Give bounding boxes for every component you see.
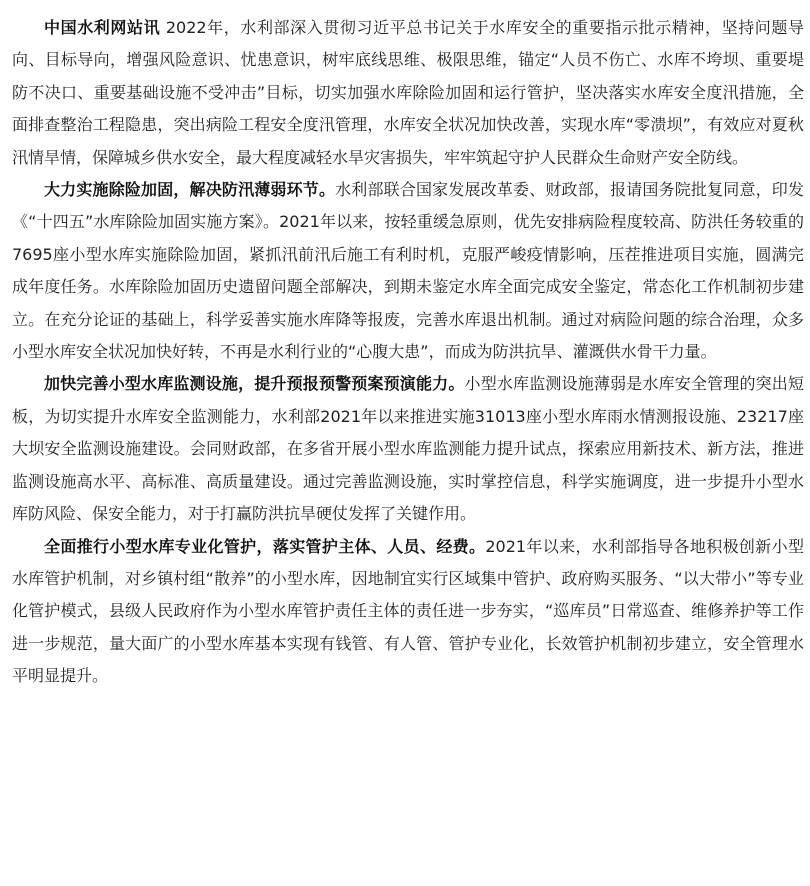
paragraph-reinforcement — [12, 174, 804, 368]
paragraph-text: 2021年以来，水利部指导各地积极创新小型水库管护机制，对乡镇村组“散养”的小型水库，因地制宜实行区域集中管护、政府购买服务、“以大带小”等专业化管护模式，县级人民政府作为小型水库管护责任主体的责任进一步夯实，“巡库员”日常巡查、维修养护等工作进一步规范，量大面广的小型水库基本实现有钱管、有人管、管护专业化，长效管护机制初步建立，安全管理水平明显提升。 — [12, 536, 804, 686]
paragraph-lead: 中国水利网站讯 — [44, 18, 161, 37]
paragraph-lead: 全面推行小型水库专业化管护，落实管护主体、人员、经费。 — [44, 536, 486, 556]
paragraph-text: 小型水库监测设施薄弱是水库安全管理的突出短板，为切实提升水库安全监测能力，水利部2021年以来推进实施31013座小型水库雨水情测报设施、23217座大坝安全监测设施建设。会同财政部，在多省开展小型水库监测能力提升试点，探索应用新技术、新方法，推进监测设施高水平、高标准、高质量建设。通过完善监测设施，实时掌控信息，科学实施调度，进一步提升小型水库防风险、保安全能力，对于打赢防洪抗旱硬仗发挥了关键作用。 — [12, 374, 804, 524]
paragraph-intro — [12, 12, 804, 174]
paragraph-text: 2022年，水利部深入贯彻习近平总书记关于水库安全的重要指示批示精神，坚持问题导向、目标导向，增强风险意识、忧患意识，树牢底线思维、极限思维，锚定“人员不伤亡、水库不垮坝、重要堤防不决口、重要基础设施不受冲击”目标，切实加强水库除险加固和运行管护，坚决落实水库安全度汛措施，全面排查整治工程隐患，突出病险工程安全度汛管理，水库安全状况加快改善，实现水库“零溃坝”，有效应对夏秋汛情旱情，保障城乡供水安全，最大程度减轻水旱灾害损失，牢牢筑起守护人民群众生命财产安全防线。 — [12, 18, 804, 167]
paragraph-management — [12, 531, 804, 693]
paragraph-lead: 加快完善小型水库监测设施，提升预报预警预案预演能力。 — [44, 374, 465, 394]
paragraph-text: 水利部联合国家发展改革委、财政部，报请国务院批复同意，印发《“十四五”水库除险加固实施方案》。2021年以来，按轻重缓急原则，优先安排病险程度较高、防洪任务较重的7695座小型水库实施除险加固，紧抓汛前汛后施工有利时机，克服严峻疫情影响，压茬推进项目实施，圆满完成年度任务。水库除险加固历史遗留问题全部解决，到期未鉴定水库全面完成安全鉴定，常态化工作机制初步建立。在充分论证的基础上，科学妥善实施水库降等报废，完善水库退出机制。通过对病险问题的综合治理，众多小型水库安全状况加快好转，不再是水利行业的“心腹大患”，而成为防洪抗旱、灌溉供水骨干力量。 — [12, 180, 804, 362]
paragraph-monitoring — [12, 368, 804, 530]
paragraph-lead: 大力实施除险加固，解决防汛薄弱环节。 — [44, 180, 336, 200]
